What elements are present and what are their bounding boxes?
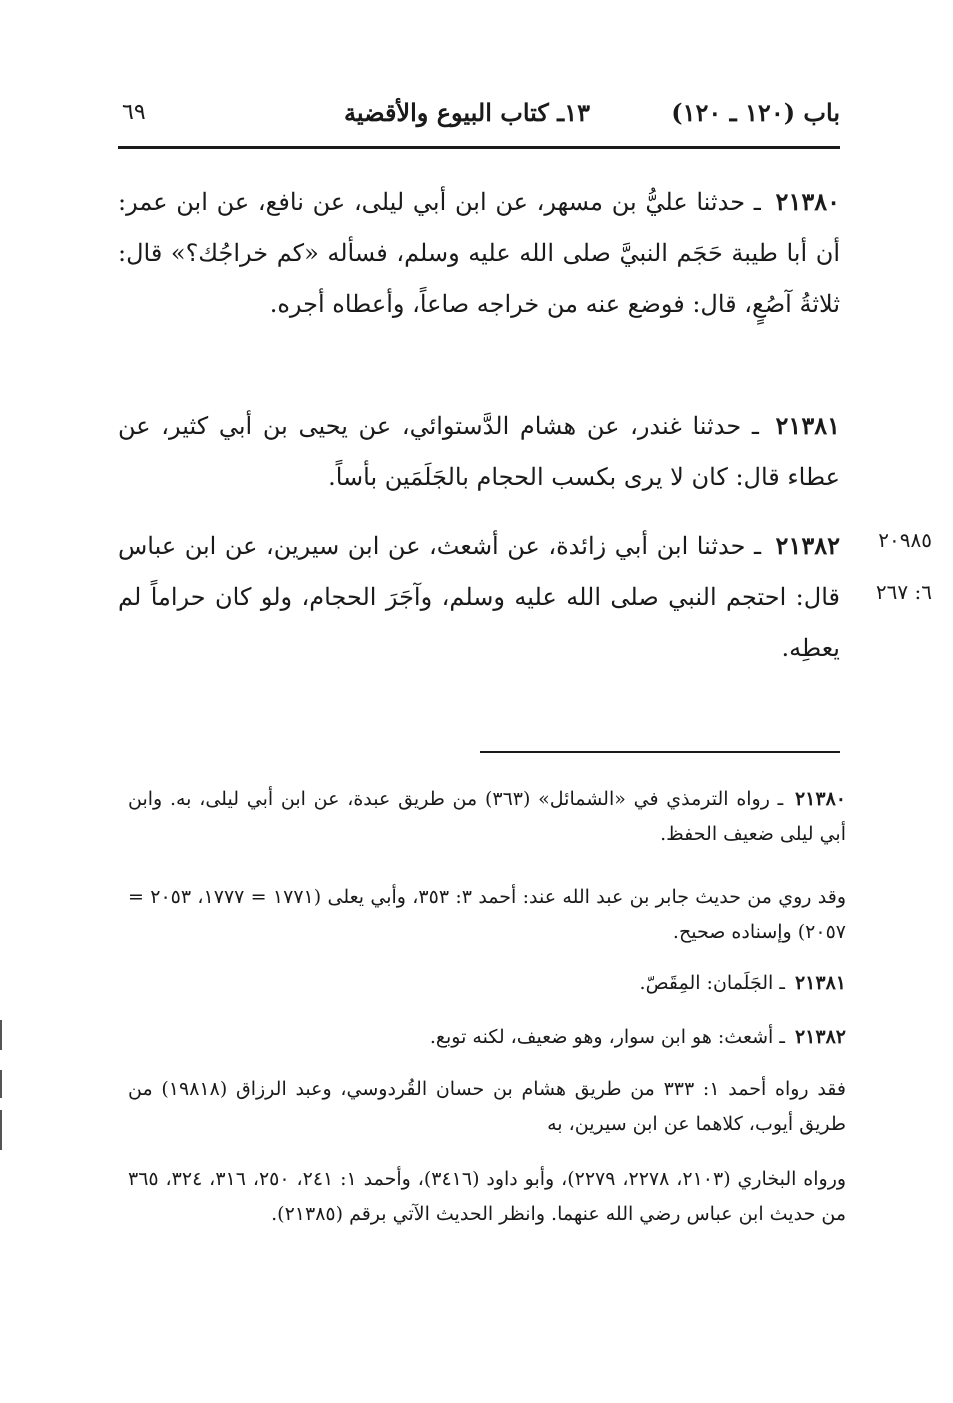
footnote-text: ـ الجَلَمان: المِقَصّ. (639, 972, 785, 994)
hadith-21380 (118, 176, 840, 330)
header-rule (118, 146, 840, 149)
footnote-rule (480, 751, 840, 753)
hadith-number: ٢١٣٨٠ (775, 187, 840, 216)
footnote (128, 1020, 846, 1055)
hadith-text: ـ حدثنا ابن أبي زائدة، عن أشعث، عن ابن سيرين، عن ابن عباس قال: احتجم النبي صلى الله عليه وسلم، وآجَرَ الحجام، ولو كان حراماً لم يعطِه. (118, 532, 840, 662)
margin-reference: ٢٠٩٨٥ (878, 528, 932, 552)
footnote (128, 880, 846, 950)
book-title: ١٣ـ كتاب البيوع والأقضية (344, 98, 590, 127)
chapter-heading: باب (١٢٠ ـ ١٢٠) (671, 98, 840, 127)
footnote-text: فقد رواه أحمد ١: ٣٣٣ من طريق هشام بن حسان القُردوسي، وعبد الرزاق (١٩٨١٨) من طريق أيوب، كلاهما عن ابن سيرين، به (128, 1078, 846, 1135)
hadith-21381 (118, 400, 840, 503)
footnote (128, 782, 846, 852)
binding-edge-mark (0, 1070, 2, 1098)
footnote-number: ٢١٣٨١ (794, 972, 846, 994)
footnote-text: ورواه البخاري (٢١٠٣، ٢٢٧٨، ٢٢٧٩)، وأبو داود (٣٤١٦)، وأحمد ١: ٢٤١، ٢٥٠، ٣١٦، ٣٢٤، ٣٦٥ من حديث ابن عباس رضي الله عنهما. وانظر الحديث الآتي برقم (٢١٣٨٥). (128, 1168, 847, 1225)
footnote (128, 1072, 846, 1142)
binding-edge-mark (0, 1110, 2, 1150)
footnote-text: وقد روي من حديث جابر بن عبد الله عند: أحمد ٣: ٣٥٣، وأبي يعلى (١٧٧١ = ١٧٧٧، ٢٠٥٣ = ٢٠٥٧) وإسناده صحيح. (128, 886, 847, 943)
margin-reference: ٦: ٢٦٧ (875, 580, 932, 604)
hadith-number: ٢١٣٨٢ (775, 531, 840, 560)
footnote-text: ـ رواه الترمذي في «الشمائل» (٣٦٣) من طريق عبدة، عن ابن أبي ليلى، به. وابن أبي ليلى ضعيف الحفظ. (128, 788, 846, 845)
hadith-21382 (118, 520, 840, 674)
footnote (128, 966, 846, 1001)
hadith-text: ـ حدثنا عليُّ بن مسهر، عن ابن أبي ليلى، عن نافع، عن ابن عمر: أن أبا طيبة حَجَم النبيَّ صلى الله عليه وسلم، فسأله «كم خراجُك؟» قال: ثلاثةُ آصُعٍ، قال: فوضع عنه من خراجه صاعاً، وأعطاه أجره. (118, 188, 840, 318)
hadith-number: ٢١٣٨١ (775, 411, 840, 440)
footnote-number: ٢١٣٨٢ (794, 1026, 846, 1048)
footnote-number: ٢١٣٨٠ (794, 788, 846, 810)
page-number: ٦٩ (122, 100, 146, 125)
footnote-text: ـ أشعث: هو ابن سوار، وهو ضعيف، لكنه توبع. (429, 1026, 785, 1048)
footnote (128, 1162, 846, 1232)
hadith-text: ـ حدثنا غندر، عن هشام الدَّستوائي، عن يحيى بن أبي كثير، عن عطاء قال: كان لا يرى بكسب الحجام بالجَلَمَين بأساً. (118, 412, 840, 491)
running-header (118, 92, 840, 140)
binding-edge-mark (0, 1020, 2, 1050)
